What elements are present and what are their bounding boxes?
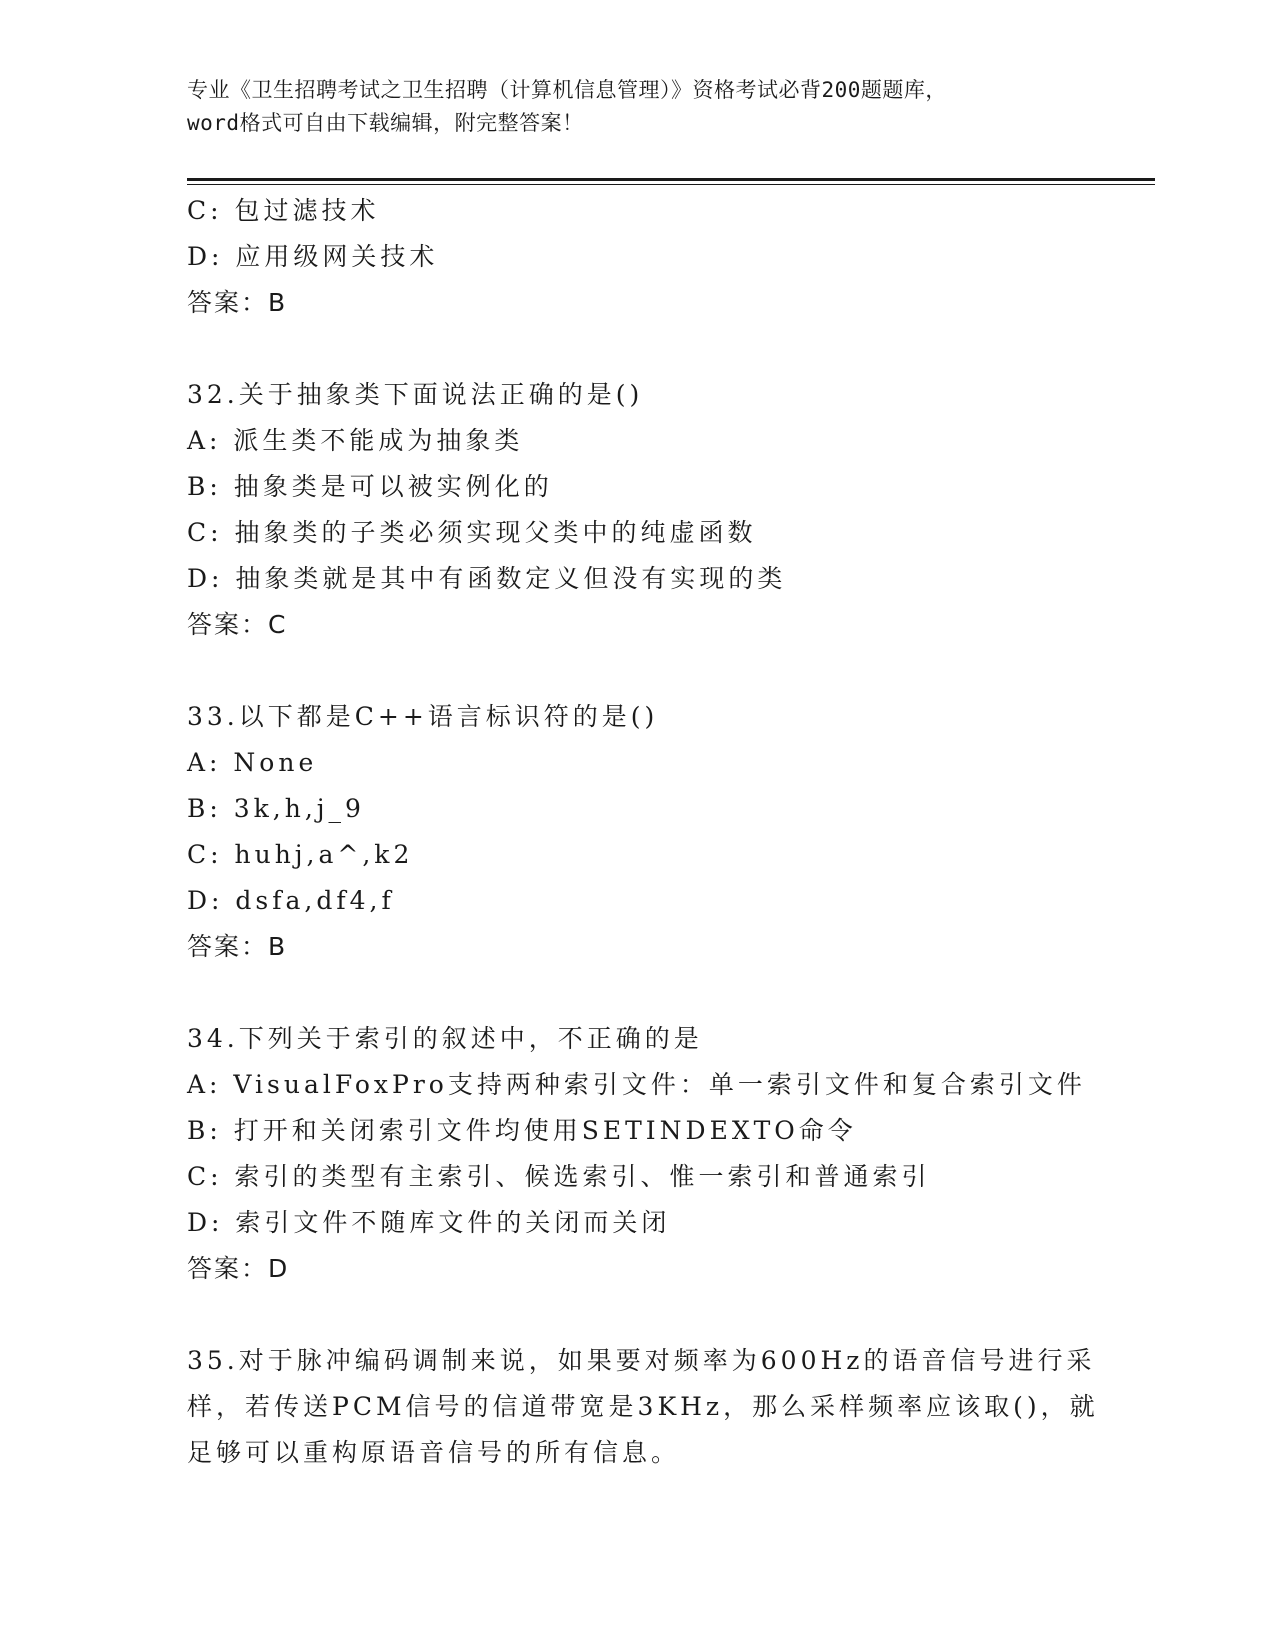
option-c: C: huhj,a^,k2	[187, 840, 414, 869]
document-header	[187, 74, 1087, 140]
answer: 答案：B	[187, 932, 288, 961]
option-b: B: 抽象类是可以被实例化的	[187, 472, 553, 501]
spacer	[187, 326, 1087, 372]
option-c: C: 索引的类型有主索引、候选索引、惟一索引和普通索引	[187, 1162, 931, 1191]
option-c: C: 包过滤技术	[187, 196, 380, 225]
answer: 答案：C	[187, 610, 288, 639]
header-rule-thin	[187, 184, 1155, 185]
question-text-line-2: 样，若传送PCM信号的信道带宽是3KHz，那么采样频率应该取()，就	[187, 1392, 1099, 1421]
header-rule-thick	[187, 178, 1155, 181]
question-text-line-3: 足够可以重构原语音信号的所有信息。	[187, 1438, 681, 1467]
header-line-1: 专业《卫生招聘考试之卫生招聘（计算机信息管理）》资格考试必背200题题库，	[187, 78, 947, 102]
option-a: A: 派生类不能成为抽象类	[187, 426, 524, 455]
spacer	[187, 970, 1087, 1016]
option-a: A: None	[187, 748, 318, 777]
option-d: D: 应用级网关技术	[187, 242, 439, 271]
option-d: D: 抽象类就是其中有函数定义但没有实现的类	[187, 564, 787, 593]
question-text-line-1: 35.对于脉冲编码调制来说，如果要对频率为600Hz的语音信号进行采	[187, 1346, 1096, 1375]
question-35	[187, 1338, 1099, 1476]
answer: 答案：D	[187, 1254, 290, 1283]
question-text: 34.下列关于索引的叙述中，不正确的是	[187, 1024, 703, 1053]
answer: 答案：B	[187, 288, 288, 317]
option-d: D: dsfa,df4,f	[187, 886, 395, 915]
option-c: C: 抽象类的子类必须实现父类中的纯虚函数	[187, 518, 757, 547]
question-31	[187, 188, 1087, 326]
option-d: D: 索引文件不随库文件的关闭而关闭	[187, 1208, 671, 1237]
question-list	[187, 188, 1099, 1476]
question-34	[187, 1016, 1087, 1292]
option-a: A: VisualFoxPro支持两种索引文件：单一索引文件和复合索引文件	[187, 1070, 1086, 1099]
question-32	[187, 372, 1087, 648]
question-33	[187, 694, 1087, 970]
spacer	[187, 648, 1087, 694]
option-b: B: 3k,h,j_9	[187, 794, 365, 823]
header-line-2: word格式可自由下载编辑，附完整答案！	[187, 111, 584, 135]
option-b: B: 打开和关闭索引文件均使用SETINDEXTO命令	[187, 1116, 857, 1145]
spacer	[187, 1292, 1087, 1338]
question-text: 32.关于抽象类下面说法正确的是()	[187, 380, 644, 409]
question-text: 33.以下都是C++语言标识符的是()	[187, 702, 659, 731]
